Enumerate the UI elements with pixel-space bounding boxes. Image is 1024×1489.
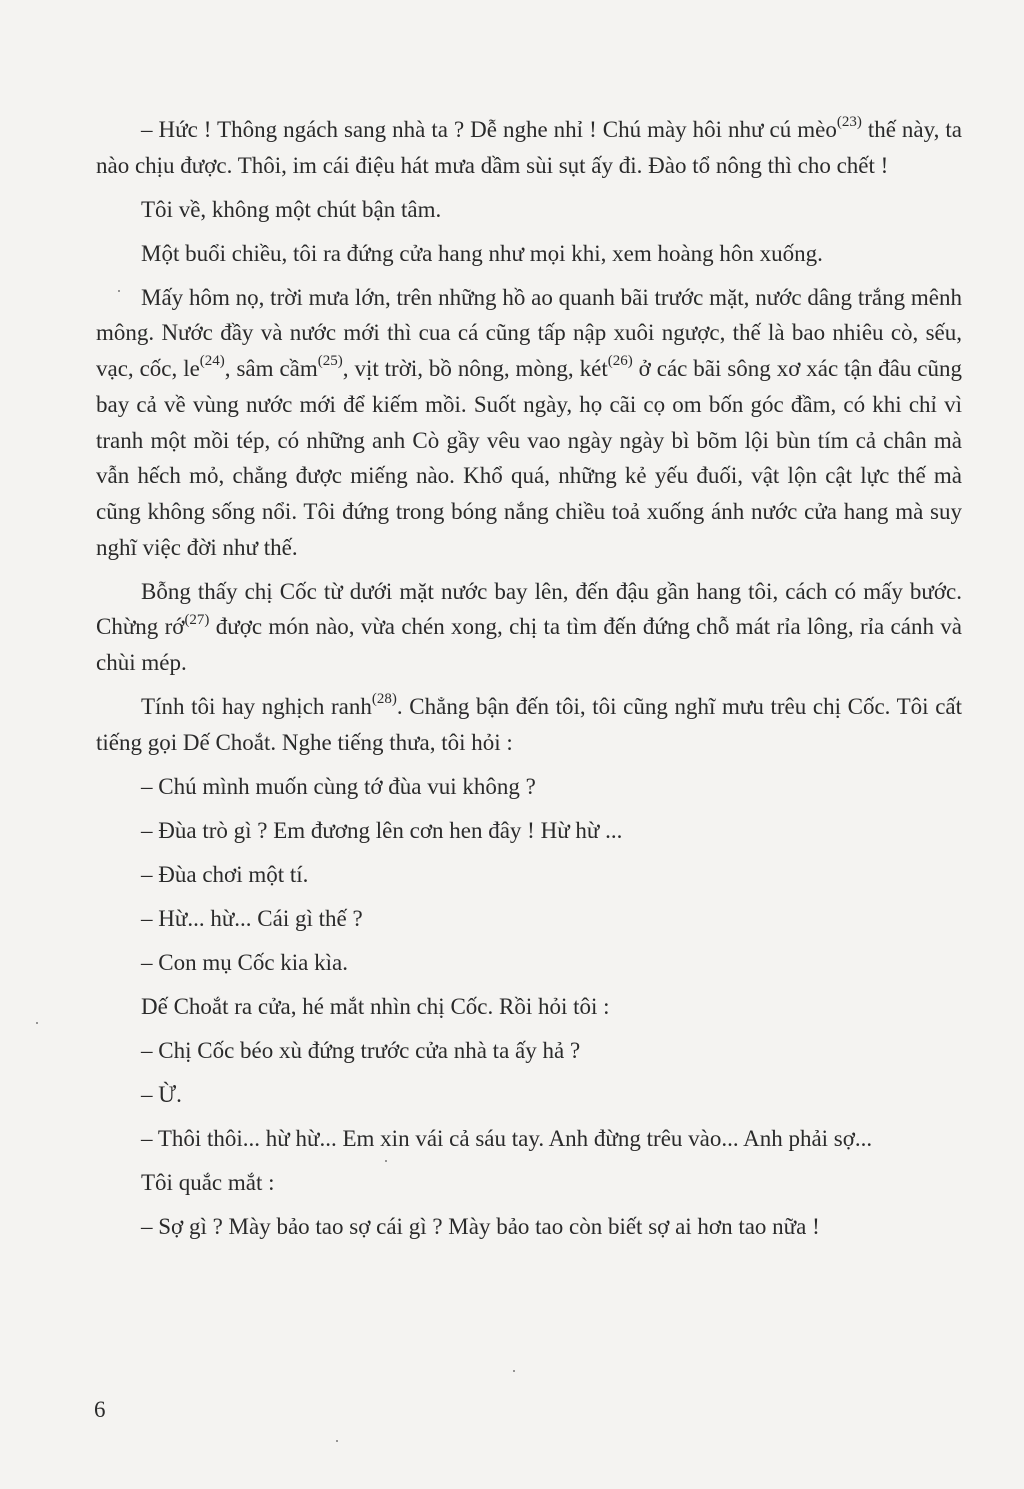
paragraph: [96, 1121, 962, 1157]
text-run: Tôi quắc mắt :: [141, 1169, 275, 1195]
text-run: – Chú mình muốn cùng tớ đùa vui không ?: [141, 773, 536, 799]
paragraph: [96, 901, 962, 937]
paragraph: [96, 813, 962, 849]
text-run: – Chị Cốc béo xù đứng trước cửa nhà ta ấy hả ?: [141, 1037, 581, 1063]
paragraph: [96, 236, 962, 272]
text-run: Bỗng thấy chị Cốc từ dưới mặt nước bay lên, đến đậu gần hang tôi, cách có mấy bước. Chừng rớ: [96, 578, 962, 640]
footnote-ref: (28): [371, 691, 397, 708]
paragraph: [96, 989, 962, 1025]
text-run: Tính tôi hay nghịch ranh: [141, 694, 372, 720]
page-number: 6: [94, 1397, 106, 1422]
text-run: – Hức ! Thông ngách sang nhà ta ? Dễ nghe nhỉ ! Chú mày hôi như cú mèo: [141, 117, 837, 142]
footnote-ref: (27): [184, 611, 210, 628]
text-run: thế này, ta nào chịu được. Thôi, im cái điệu hát mưa dầm sùi sụt ấy đi. Đào tổ nông thì cho chết !: [96, 117, 962, 178]
paragraph: [96, 280, 962, 566]
text-run: – Đùa chơi một tí.: [141, 861, 309, 887]
page-body: [96, 112, 962, 1253]
paragraph: [96, 1165, 962, 1201]
footnote-ref: (26): [607, 353, 633, 370]
footnote-ref: (25): [317, 353, 343, 370]
paragraph: [96, 945, 962, 981]
paragraph: [96, 857, 962, 893]
scan-speck: [36, 1022, 38, 1024]
text-run: Tôi về, không một chút bận tâm.: [141, 196, 442, 222]
text-run: – Hừ... hừ... Cái gì thế ?: [141, 905, 363, 931]
scan-speck: [513, 1370, 515, 1372]
text-run: được món nào, vừa chén xong, chị ta tìm đến đứng chỗ mát rỉa lông, rỉa cánh và chùi mép.: [96, 614, 962, 676]
paragraph: [96, 192, 962, 228]
paragraph: [96, 689, 962, 760]
footnote-ref: (24): [199, 353, 225, 370]
text-run: Mấy hôm nọ, trời mưa lớn, trên những hồ ao quanh bãi trước mặt, nước dâng trắng mênh mông. Nước đầy và nước mới thì cua cá cũng tấp nập xuôi ngược, thế là bao nhiêu cò, sếu, vạc, cốc, le: [96, 284, 962, 382]
text-run: ở các bãi sông xơ xác tận đâu cũng bay cả về vùng nước mới để kiếm mồi. Suốt ngày, họ cãi cọ om bốn góc đầm, có khi chỉ vì tranh một mồi tép, có những anh Cò gầy vêu vao ngày ngày bì bõm lội bùn tím cả chân mà vẫn hếch mỏ, chẳng được miếng nào. Khổ quá, những kẻ yếu đuối, vật lộn cật lực thế mà cũng không sống nổi. Tôi đứng trong bóng nắng chiều toả xuống ánh nước cửa hang mà suy nghĩ việc đời như thế.: [96, 356, 963, 560]
paragraph: [96, 112, 962, 183]
scan-speck: [118, 290, 120, 292]
text-run: – Đùa trò gì ? Em đương lên cơn hen đây ! Hừ hừ ...: [141, 817, 623, 843]
scan-speck: [385, 1160, 387, 1162]
paragraph: [96, 1077, 962, 1113]
paragraph: [96, 1033, 962, 1069]
text-run: – Ừ.: [141, 1081, 182, 1107]
text-run: , sâm cầm: [224, 356, 318, 382]
text-run: – Thôi thôi... hừ hừ... Em xin vái cả sáu tay. Anh đừng trêu vào... Anh phải sợ...: [141, 1125, 873, 1151]
footnote-ref: (23): [836, 114, 862, 131]
text-run: Một buổi chiều, tôi ra đứng cửa hang như mọi khi, xem hoàng hôn xuống.: [141, 240, 823, 266]
text-run: . Chẳng bận đến tôi, tôi cũng nghĩ mưu trêu chị Cốc. Tôi cất tiếng gọi Dế Choắt. Nghe tiếng thưa, tôi hỏi :: [96, 694, 962, 755]
paragraph: [96, 574, 962, 681]
scan-speck: [336, 1440, 338, 1442]
text-run: – Sợ gì ? Mày bảo tao sợ cái gì ? Mày bảo tao còn biết sợ ai hơn tao nữa !: [141, 1213, 820, 1239]
paragraph: [96, 1209, 962, 1245]
paragraph: [96, 769, 962, 805]
text-run: , vịt trời, bồ nông, mòng, két: [342, 356, 608, 382]
text-run: – Con mụ Cốc kia kìa.: [141, 949, 348, 975]
text-run: Dế Choắt ra cửa, hé mắt nhìn chị Cốc. Rồi hỏi tôi :: [141, 993, 610, 1019]
